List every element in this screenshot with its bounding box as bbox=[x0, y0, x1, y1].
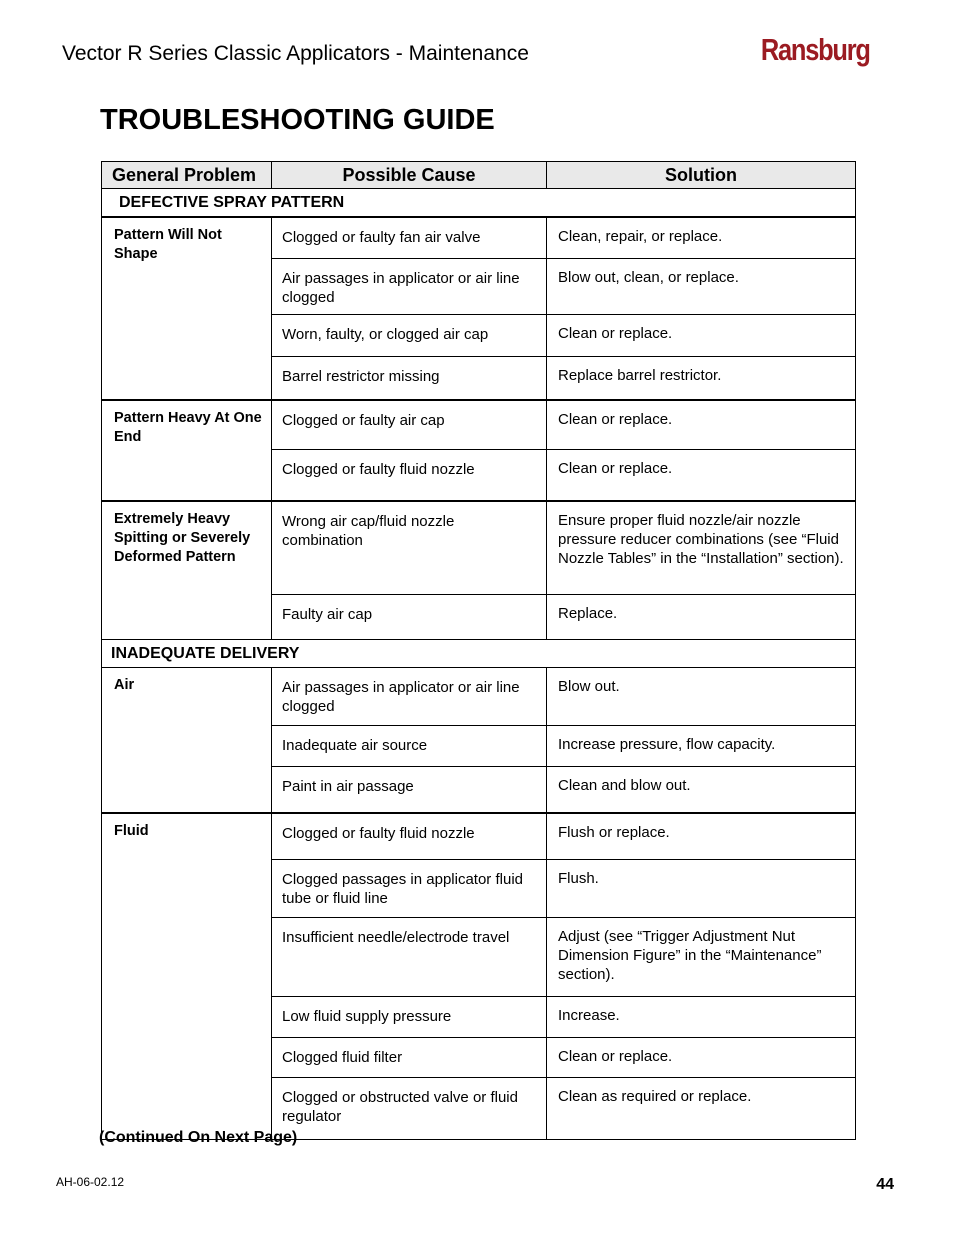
solution-cell: Clean or replace. bbox=[547, 1038, 856, 1078]
solution-cell: Replace barrel restrictor. bbox=[547, 357, 856, 401]
cause-cell: Clogged or faulty fluid nozzle bbox=[272, 813, 547, 860]
solution-cell: Clean or replace. bbox=[547, 315, 856, 357]
cause-cell: Clogged fluid filter bbox=[272, 1038, 547, 1078]
solution-cell: Increase. bbox=[547, 997, 856, 1038]
column-header-possible-cause: Possible Cause bbox=[272, 162, 547, 189]
column-header-solution: Solution bbox=[547, 162, 856, 189]
solution-cell: Clean as required or replace. bbox=[547, 1078, 856, 1140]
troubleshooting-table bbox=[101, 161, 856, 1140]
solution-cell: Flush. bbox=[547, 860, 856, 918]
cause-cell: Paint in air passage bbox=[272, 767, 547, 814]
ransburg-logo: Ransburg bbox=[761, 32, 870, 67]
cause-cell: Clogged passages in applicator fluid tube or fluid line bbox=[272, 860, 547, 918]
cause-cell: Air passages in applicator or air line clogged bbox=[272, 259, 547, 315]
solution-cell: Clean or replace. bbox=[547, 400, 856, 450]
solution-cell: Increase pressure, flow capacity. bbox=[547, 726, 856, 767]
solution-cell: Clean or replace. bbox=[547, 450, 856, 502]
solution-cell: Adjust (see “Trigger Adjustment Nut Dimension Figure” in the “Maintenance” section). bbox=[547, 918, 856, 997]
document-header-title: Vector R Series Classic Applicators - Maintenance bbox=[62, 42, 529, 65]
continued-note: (Continued On Next Page) bbox=[99, 1129, 298, 1146]
cause-cell: Clogged or faulty air cap bbox=[272, 400, 547, 450]
cause-cell: Wrong air cap/fluid nozzle combination bbox=[272, 501, 547, 595]
problem-extremely-heavy-spitting: Extremely Heavy Spitting or Severely Deformed Pattern bbox=[102, 501, 272, 640]
document-code: AH-06-02.12 bbox=[56, 1175, 125, 1189]
problem-pattern-will-not-shape: Pattern Will Not Shape bbox=[102, 217, 272, 400]
column-header-general-problem: General Problem bbox=[102, 162, 272, 189]
cause-cell: Barrel restrictor missing bbox=[272, 357, 547, 401]
table-row bbox=[102, 217, 856, 259]
cause-cell: Clogged or faulty fan air valve bbox=[272, 217, 547, 259]
table-row bbox=[102, 668, 856, 726]
cause-cell: Faulty air cap bbox=[272, 595, 547, 640]
problem-air: Air bbox=[102, 668, 272, 814]
cause-cell: Low fluid supply pressure bbox=[272, 997, 547, 1038]
cause-cell: Insufficient needle/electrode travel bbox=[272, 918, 547, 997]
cause-cell: Worn, faulty, or clogged air cap bbox=[272, 315, 547, 357]
page-title: TROUBLESHOOTING GUIDE bbox=[100, 104, 495, 136]
cause-cell: Inadequate air source bbox=[272, 726, 547, 767]
solution-cell: Replace. bbox=[547, 595, 856, 640]
solution-cell: Clean and blow out. bbox=[547, 767, 856, 814]
cause-cell: Air passages in applicator or air line clogged bbox=[272, 668, 547, 726]
table-row bbox=[102, 813, 856, 860]
problem-pattern-heavy-at-one-end: Pattern Heavy At One End bbox=[102, 400, 272, 501]
table-row bbox=[102, 501, 856, 595]
cause-cell: Clogged or obstructed valve or fluid regulator bbox=[272, 1078, 547, 1140]
problem-fluid: Fluid bbox=[102, 813, 272, 1140]
solution-cell: Ensure proper fluid nozzle/air nozzle pressure reducer combinations (see “Fluid Nozzle Tables” in the “Installation” section). bbox=[547, 501, 856, 595]
section-row bbox=[102, 189, 856, 218]
section-title-defective-spray-pattern: DEFECTIVE SPRAY PATTERN bbox=[102, 189, 856, 218]
solution-cell: Blow out, clean, or replace. bbox=[547, 259, 856, 315]
section-row bbox=[102, 640, 856, 668]
solution-cell: Blow out. bbox=[547, 668, 856, 726]
page-number: 44 bbox=[876, 1176, 894, 1193]
table-row bbox=[102, 400, 856, 450]
cause-cell: Clogged or faulty fluid nozzle bbox=[272, 450, 547, 502]
section-title-inadequate-delivery: INADEQUATE DELIVERY bbox=[102, 640, 856, 668]
table-header-row bbox=[102, 162, 856, 189]
solution-cell: Clean, repair, or replace. bbox=[547, 217, 856, 259]
solution-cell: Flush or replace. bbox=[547, 813, 856, 860]
